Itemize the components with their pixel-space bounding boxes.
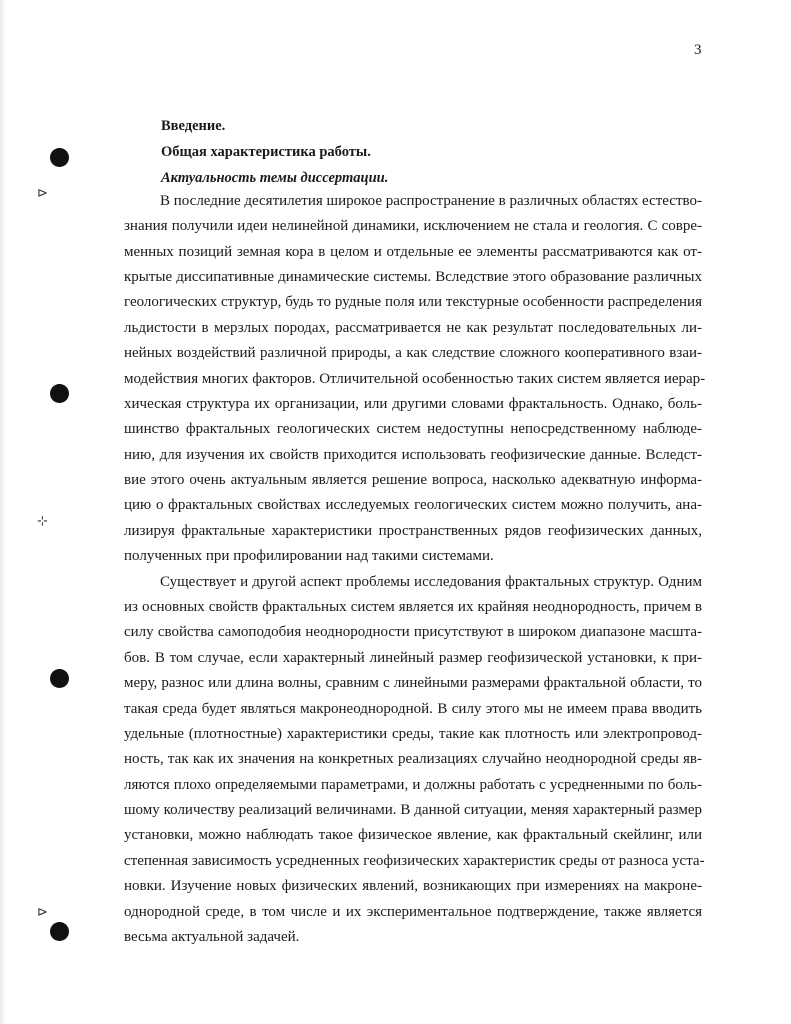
text-line: степенная зависимость усредненных геофизических характеристик среды от разноса уста- (124, 853, 705, 869)
text-line: меру, разнос или длина волны, сравним с линейными размерами фрактальной области, то (124, 675, 702, 691)
text-line: шому количеству реализаций величинами. В данной ситуации, меняя характерный размер (124, 802, 702, 818)
text-line: геологических структур, будь то рудные поля или текстурные особенности распределения (124, 294, 702, 310)
text-line: установки, можно наблюдать такое физическое явление, как фрактальный скейлинг, или (124, 827, 702, 843)
section-title-relevance: Актуальность темы диссертации. (161, 170, 389, 186)
staple-mark-icon: ⊳ (37, 186, 48, 201)
text-line: знания получили идеи нелинейной динамики, исключением не стала и геология. С совре- (124, 218, 702, 234)
scan-edge-shadow (0, 0, 6, 1024)
text-line: бов. В том случае, если характерный линейный размер геофизической установки, к при- (124, 650, 702, 666)
text-line: нейных воздействий различной природы, а как следствие сложного кооперативного взаи- (124, 345, 702, 361)
text-line: шинство фрактальных геологических систем недоступны непосредственному наблюде- (124, 421, 702, 437)
text-line: Существует и другой аспект проблемы исследования фрактальных структур. Одним (160, 574, 702, 590)
text-line: нию, для изучения их свойств приходится использовать геофизические данные. Вследст- (124, 447, 702, 463)
text-line: лизируя фрактальные характеристики пространственных рядов геофизических данных, (124, 523, 702, 539)
text-line: новки. Изучение новых физических явлений, возникающих при измерениях на макроне- (124, 878, 702, 894)
text-line: льдистости в мерзлых породах, рассматривается не как результат последовательных ли- (124, 320, 702, 336)
text-line: силу свойства самоподобия неоднородности присутствуют в широком диапазоне масшта- (124, 624, 702, 640)
text-line: однородной среде, в том числе и их экспериментальное подтверждение, также является (124, 904, 702, 920)
punch-hole-icon (50, 922, 69, 941)
text-line: модействия многих факторов. Отличительной особенностью таких систем является иерар- (124, 371, 706, 387)
text-line: вие этого очень актуальным является решение вопроса, насколько адекватную информа- (124, 472, 702, 488)
punch-hole-icon (50, 669, 69, 688)
text-line: весьма актуальной задачей. (124, 929, 300, 945)
text-line: крытые диссипативные динамические системы. Вследствие этого образование различных (124, 269, 702, 285)
text-line: ность, так как их значения на конкретных реализациях случайно неоднородной среды яв- (124, 751, 702, 767)
staple-mark-icon: ⊳ (37, 905, 48, 920)
section-title-introduction: Введение. (161, 118, 226, 134)
text-line: цию о фрактальных свойствах исследуемых геологических систем можно получить, ана- (124, 497, 702, 513)
text-line: удельные (плотностные) характеристики среды, такие как плотность или электропровод- (124, 726, 702, 742)
text-line: полученных при профилировании над такими системами. (124, 548, 494, 564)
text-line: менных позиций земная кора в целом и отдельные ее элементы рассматриваются как от- (124, 244, 702, 260)
staple-mark-icon: ⊹ (37, 514, 48, 529)
text-line: из основных свойств фрактальных систем является их крайняя неоднородность, причем в (124, 599, 702, 615)
page-number: 3 (694, 42, 702, 58)
section-title-general-characteristics: Общая характеристика работы. (161, 144, 371, 160)
punch-hole-icon (50, 384, 69, 403)
text-line: В последние десятилетия широкое распространение в различных областях естество- (160, 193, 702, 209)
text-line: ляются плохо определяемыми параметрами, и должны работать с усредненными по боль- (124, 777, 702, 793)
text-line: хическая структура их организации, или другими словами фрактальность. Однако, боль- (124, 396, 702, 412)
punch-hole-icon (50, 148, 69, 167)
text-line: такая среда будет являться макронеоднородной. В силу этого мы не имеем права вводить (124, 701, 702, 717)
